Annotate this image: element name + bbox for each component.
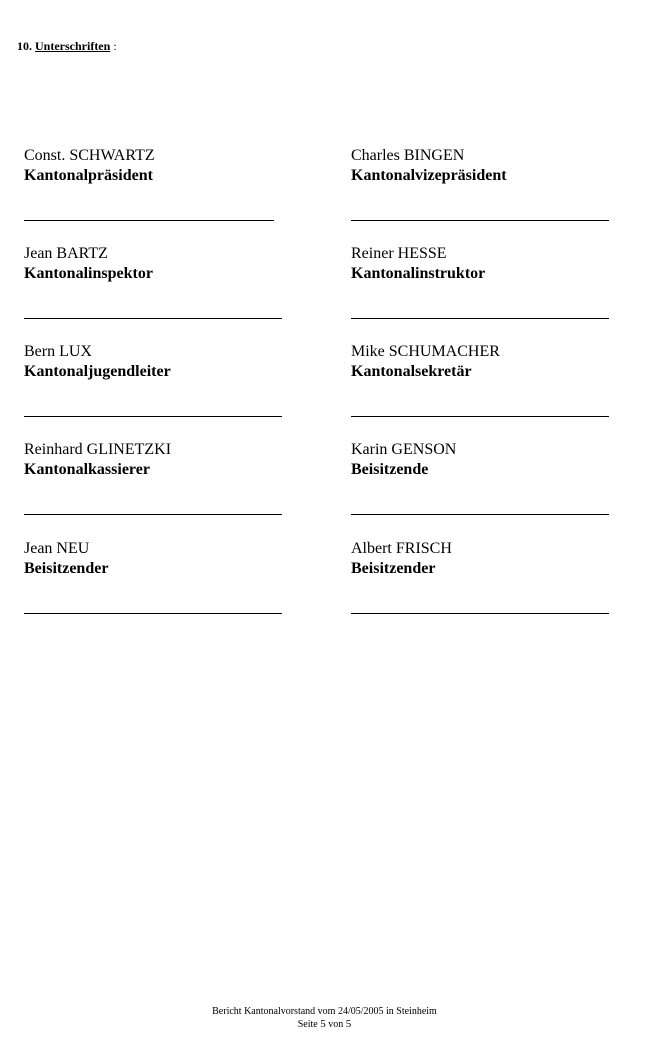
signatory-name: Jean NEU [24, 540, 90, 557]
signatory-role: Kantonaljugendleiter [24, 363, 171, 380]
signatory-role: Beisitzender [351, 560, 436, 577]
signatory-role: Beisitzende [351, 461, 429, 478]
signature-block [351, 146, 611, 186]
page-footer [0, 1005, 649, 1031]
signature-block [351, 440, 611, 480]
signature-line [24, 416, 282, 417]
signatory-role: Beisitzender [24, 560, 109, 577]
signatory-name: Bern LUX [24, 343, 92, 360]
signatory-role: Kantonalvizepräsident [351, 167, 507, 184]
signatory-name: Reiner HESSE [351, 245, 447, 262]
signatory-name: Jean BARTZ [24, 245, 108, 262]
signature-block [351, 244, 611, 284]
signatory-name: Albert FRISCH [351, 540, 452, 557]
page-label: Seite [297, 1019, 318, 1030]
signatory-role: Kantonalinstruktor [351, 265, 486, 282]
signatory-name: Karin GENSON [351, 441, 457, 458]
page-total: 5 [345, 1018, 352, 1030]
signature-block [24, 539, 284, 579]
section-colon: : [113, 39, 117, 53]
signatory-role: Kantonalkassierer [24, 461, 150, 478]
signatory-role: Kantonalinspektor [24, 265, 153, 282]
signatory-name: Charles BINGEN [351, 147, 465, 164]
signature-block [24, 342, 284, 382]
section-title: Unterschriften [35, 39, 111, 53]
section-number: 10. [17, 39, 32, 53]
signatory-name: Mike SCHUMACHER [351, 343, 500, 360]
page-of: von [328, 1019, 344, 1030]
signature-block [351, 539, 611, 579]
signature-line [24, 318, 282, 319]
signature-line [24, 613, 282, 614]
signature-line [351, 220, 609, 221]
signature-line [351, 514, 609, 515]
signature-line [24, 220, 274, 221]
signatory-role: Kantonalsekretär [351, 363, 472, 380]
signature-line [351, 318, 609, 319]
footer-report-line: Bericht Kantonalvorstand vom 24/05/2005 in Steinheim [212, 1006, 437, 1017]
signature-line [351, 613, 609, 614]
signature-block [351, 342, 611, 382]
signature-block [24, 146, 284, 186]
signatory-name: Const. SCHWARTZ [24, 147, 155, 164]
signature-block [24, 440, 284, 480]
signatory-name: Reinhard GLINETZKI [24, 441, 172, 458]
footer-page-number [0, 1018, 649, 1031]
page-current: 5 [320, 1018, 326, 1030]
section-heading [17, 38, 117, 54]
signatory-role: Kantonalpräsident [24, 167, 153, 184]
signature-line [351, 416, 609, 417]
signature-block [24, 244, 284, 284]
signature-line [24, 514, 282, 515]
